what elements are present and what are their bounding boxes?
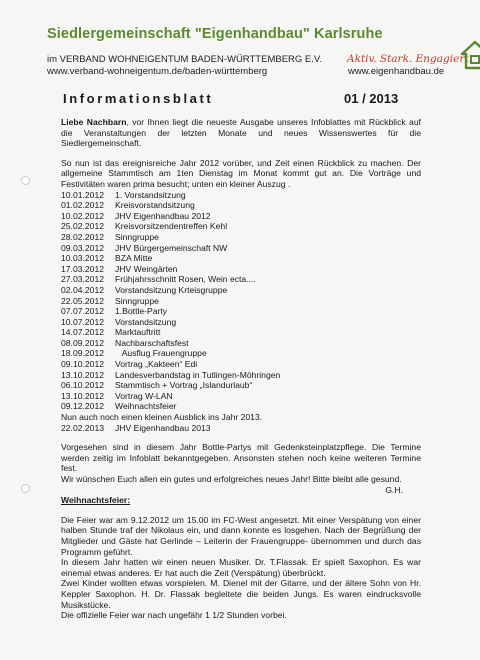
christmas-paragraph-2: In diesem Jahr hatten wir einen neuen Musiker. Dr. T.Flassak. Er spielt Saxophon. Es war einemal etwas anderes. Er hat auch die Zeit (Verspätung) überbrückt. (61, 557, 421, 578)
greeting: Liebe Nachbarn (61, 117, 127, 127)
event-row (61, 274, 421, 285)
event-date: 09.12.2012 (61, 401, 105, 412)
event-name: Vortrag W-LAN (115, 390, 173, 401)
event-row (61, 370, 421, 381)
event-list (61, 190, 421, 412)
christmas-paragraph-1: Die Feier war am 9.12.2012 um 15.00 im FC-West angesetzt. Mit einer Verspätung von einer halben Stunde traf der Nikolaus ein, und dann konnte es losgehen. Nach der Begrüßung der Mitglieder und Gäste hat Gerlinde – Leiterin der Frauengruppe- übernommen und durch das Programm geführt. (61, 514, 421, 557)
event-name: 1.Bottle-Party (115, 306, 168, 317)
event-date: 09.03.2012 (61, 242, 105, 253)
organization-url: www.eigenhandbau.de (348, 66, 445, 77)
event-name: Frühjahrsschnitt Rosen, Wein ecta.... (115, 274, 256, 285)
event-date: 13.10.2012 (61, 390, 105, 401)
event-row (61, 317, 421, 328)
event-row (61, 232, 421, 243)
event-date: 10.02.2012 (61, 210, 105, 221)
event-date: 09.10.2012 (61, 359, 105, 370)
event-row (61, 338, 421, 349)
event-name: JHV Weingärten (115, 263, 178, 274)
event-name: Kreisvorstandsitzung (115, 200, 195, 211)
outlook-event (61, 423, 421, 434)
document-body (61, 117, 421, 621)
event-row (61, 391, 421, 402)
event-row (61, 264, 421, 275)
event-row (61, 211, 421, 222)
event-row (61, 285, 421, 296)
organization-name: Siedlergemeinschaft "Eigenhandbau" Karlsruhe (47, 26, 383, 42)
association-url: www.verband-wohneigentum.de/baden-württemberg (47, 66, 268, 77)
event-row (61, 380, 421, 391)
event-date: 10.03.2012 (61, 253, 105, 264)
letterhead (47, 26, 472, 77)
slogan: Aktiv. Stark. Engagiert. (347, 53, 472, 65)
event-name: Kreisvorsitzendentreffen Kehl (115, 221, 228, 232)
event-date: 06.10.2012 (61, 380, 105, 391)
event-date: 27.03.2012 (61, 274, 105, 285)
year-review-paragraph: So nun ist das ereignisreiche Jahr 2012 vorüber, und Zeit einen Rückblick zu machen. Der allgemeine Stammtisch am 1ten Dienstag im Monat kommt gut an. Die Vorträge und Festivitäten waren prima besucht; unten ein kleiner Auszug . (61, 157, 421, 189)
event-row (61, 253, 421, 264)
event-name: Landesverbandstag in Tutlingen-Möhringen (115, 369, 281, 380)
event-name: JHV Bürgergemeinschaft NW (115, 242, 228, 253)
event-name: Marktauftritt (115, 327, 161, 338)
event-row (61, 190, 421, 201)
intro-text: , vor Ihnen liegt die neueste Ausgabe unseres Infoblattes mit Rückblick auf die Veranstaltungen der letzten Monate und neues Wissenswertes für die Siedlergemeinschaft. (61, 117, 421, 149)
association-line: im VERBAND WOHNEIGENTUM BADEN-WÜRTTEMBERG E.V. (47, 54, 322, 65)
title-row (63, 91, 403, 106)
event-name: Vorstandsitzung Krteisgruppe (115, 284, 228, 295)
event-date: 22.05.2012 (61, 295, 105, 306)
outlook-line: Nun auch noch einen kleinen Ausblick ins Jahr 2013. (61, 412, 263, 423)
event-name: Stammtisch + Vortrag „Islandurlaub“ (115, 380, 253, 391)
event-row (61, 359, 421, 370)
house-logo-icon (460, 40, 480, 70)
event-date: 25.02.2012 (61, 221, 105, 232)
event-row (61, 221, 421, 232)
issue-number: 01 / 2013 (344, 91, 399, 106)
signature: G.H. (385, 484, 403, 495)
event-row (61, 327, 421, 338)
event-date: 08.09.2012 (61, 337, 105, 348)
christmas-paragraph-4: Die offizielle Feier war nach ungefähr 1 1/2 Stunden vorbei. (61, 610, 287, 621)
event-date: 10.07.2012 (61, 316, 105, 327)
event-row (61, 401, 421, 412)
event-date: 17.03.2012 (61, 263, 105, 274)
event-name: Weihnachtsfeier (115, 401, 177, 412)
event-date: 01.02.2012 (61, 200, 105, 211)
event-name: Sinngruppe (115, 295, 159, 306)
event-row (61, 200, 421, 211)
event-name: BZA Mitte (115, 253, 153, 264)
christmas-heading: Weihnachtsfeier: (61, 495, 131, 506)
event-name: Nachbarschaftsfest (115, 337, 189, 348)
wishes: Wir wünschen Euch allen ein gutes und erfolgreiches neues Jahr! Bitte bleibt alle gesund. (61, 474, 402, 484)
event-name: JHV Eigenhandbau 2013 (115, 422, 211, 433)
event-name: 1. Vorstandsitzung (115, 189, 186, 200)
intro-paragraph (61, 117, 421, 149)
event-row (61, 306, 421, 317)
event-name: Vortrag „Kakteen“ Edi (115, 359, 198, 370)
event-date: 07.07.2012 (61, 306, 105, 317)
event-date: 22.02.2013 (61, 422, 105, 433)
event-date: 13.10.2012 (61, 369, 105, 380)
event-name: Sinngruppe (115, 231, 159, 242)
event-row (61, 348, 421, 359)
punch-hole-top (21, 176, 30, 185)
event-date: 28.02.2012 (61, 231, 105, 242)
document-title: Informationsblatt (63, 91, 214, 106)
event-name: JHV Eigenhandbau 2012 (115, 210, 211, 221)
event-name: Ausflug Frauengruppe (115, 348, 207, 359)
event-date: 14.07.2012 (61, 327, 105, 338)
event-row (61, 243, 421, 254)
event-date: 10.01.2012 (61, 189, 105, 200)
christmas-paragraph-3: Zwei Kinder wollten etwas vorspielen. M. Dienel mit der Gitarre, und der ältere Sohn von Hr. Keppler Saxophon. H. Dr. Flassak begleitete die beiden Jungs. Es waren eindrucksvolle Musikstücke. (61, 578, 421, 610)
punch-hole-bottom (21, 484, 30, 493)
event-date: 18.09.2012 (61, 348, 105, 359)
bottle-party-note: Vorgesehen sind in diesem Jahr Bottle-Partys mit Gedenksteinplatzpflege. Die Termine werden zeitig im Infoblatt bekanntgegeben. Ansonsten stehen noch keine weiteren Termine fest. (61, 442, 421, 474)
event-row (61, 296, 421, 307)
event-name: Vorstandsitzung (115, 316, 177, 327)
event-date: 02.04.2012 (61, 284, 105, 295)
